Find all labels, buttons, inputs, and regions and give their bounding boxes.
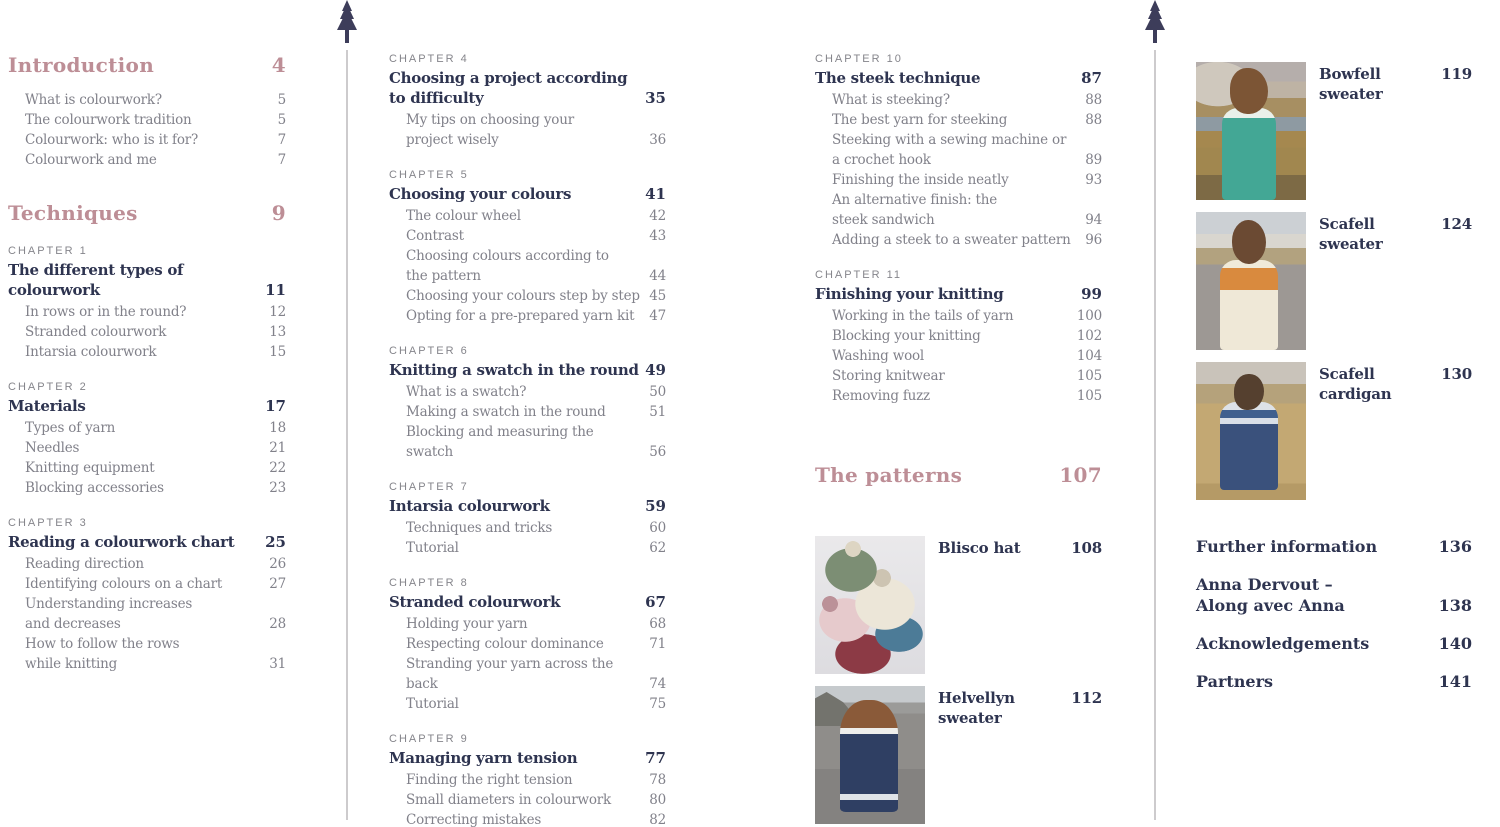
toc-entry-text: What is colourwork? (25, 92, 162, 108)
toc-entry-text: Finishing the inside neatly (832, 172, 1009, 188)
toc-entry-text: My tips on choosing your (406, 112, 574, 128)
toc-entry (389, 538, 666, 558)
chapter-label: CHAPTER 4 (389, 53, 469, 65)
pattern-entry (1196, 212, 1472, 350)
pattern-page-number: 119 (1441, 65, 1472, 83)
toc-entry (389, 246, 666, 286)
toc-entry-text: How to follow the rows (25, 636, 180, 652)
toc-entry (8, 438, 286, 458)
toc-entry-text: Finding the right tension (406, 772, 573, 788)
toc-entry-page-number: 13 (269, 324, 286, 340)
toc-entry-page-number: 22 (269, 460, 286, 476)
toc-entry-text: Identifying colours on a chart (25, 576, 223, 592)
toc-entry-page-number: 105 (1076, 368, 1102, 384)
toc-entry-text: Opting for a pre-prepared yarn kit (406, 308, 635, 324)
toc-entry-text: Tutorial (406, 540, 459, 556)
toc-entry (389, 226, 666, 246)
chapter-title: Knitting a swatch in the round (389, 361, 639, 379)
chapter-page-number: 35 (645, 89, 666, 107)
chapter-page-number: 67 (645, 593, 666, 611)
toc-entry (815, 230, 1102, 250)
toc-entry (389, 110, 666, 150)
chapter-title: Intarsia colourwork (389, 497, 550, 515)
pattern-page-number: 108 (1071, 539, 1102, 557)
pine-tree-icon (1142, 0, 1168, 50)
toc-entry (389, 402, 666, 422)
toc-entry-text: Colourwork and me (25, 152, 157, 168)
toc-column-2 (389, 52, 666, 827)
toc-entry-page-number: 100 (1076, 308, 1102, 324)
chapter-title: Choosing your colours (389, 185, 572, 203)
pine-tree-icon (334, 0, 360, 50)
chapter-label: CHAPTER 5 (389, 169, 469, 181)
toc-entry-page-number: 21 (269, 440, 286, 456)
toc-entry-text: Needles (25, 440, 80, 456)
toc-entry-text: Intarsia colourwork (25, 344, 157, 360)
chapter-title: The different types of colourwork (8, 261, 184, 299)
toc-entry (815, 130, 1102, 170)
toc-entry (389, 770, 666, 790)
pattern-entry (815, 536, 1102, 674)
toc-entry-text: In rows or in the round? (25, 304, 187, 320)
chapter-title: Choosing a project according (389, 69, 628, 87)
toc-entry-text: Making a swatch in the round (406, 404, 606, 420)
toc-entry (389, 614, 666, 634)
toc-entry-page-number: 88 (1085, 92, 1102, 108)
chapter-label: CHAPTER 8 (389, 577, 469, 589)
toc-entry (389, 694, 666, 714)
section-page-number: 9 (271, 201, 286, 225)
toc-entry-text: steek sandwich (832, 212, 935, 228)
toc-entry-page-number: 47 (649, 308, 666, 324)
backmatter-page-number: 141 (1438, 672, 1472, 691)
chapter-label: CHAPTER 1 (8, 245, 88, 257)
toc-entry-page-number: 5 (277, 112, 286, 128)
toc-entry-text: Blocking accessories (25, 480, 164, 496)
chapter-label: CHAPTER 7 (389, 481, 469, 493)
bowfell-sweater-photo (1196, 62, 1306, 200)
toc-entry-text: Techniques and tricks (406, 520, 553, 536)
toc-entry (389, 306, 666, 326)
toc-entry-text: Respecting colour dominance (406, 636, 604, 652)
toc-entry-text: Correcting mistakes (406, 812, 542, 827)
toc-entry-page-number: 93 (1085, 172, 1102, 188)
toc-entry (8, 478, 286, 498)
toc-entry (815, 170, 1102, 190)
backmatter-entry (1196, 671, 1472, 692)
toc-entry-page-number: 28 (269, 616, 286, 632)
toc-entry-page-number: 74 (649, 676, 666, 692)
toc-chapter (815, 268, 1102, 406)
toc-entry (8, 110, 286, 130)
toc-entry-text: Blocking and measuring the swatch (406, 424, 594, 460)
toc-entry-page-number: 102 (1076, 328, 1102, 344)
toc-entry (8, 302, 286, 322)
toc-entry-page-number: 5 (277, 92, 286, 108)
toc-entry-text: Colourwork: who is it for? (25, 132, 199, 148)
toc-entry (815, 386, 1102, 406)
section-heading: The patterns (815, 463, 963, 487)
toc-entry (389, 286, 666, 306)
toc-entry-page-number: 75 (649, 696, 666, 712)
toc-entry (389, 790, 666, 810)
chapter-label: CHAPTER 10 (815, 53, 903, 65)
chapter-title: The steek technique (815, 69, 981, 87)
toc-entry-text: What is a swatch? (406, 384, 527, 400)
toc-chapter (8, 244, 286, 362)
section-page-number: 107 (1059, 463, 1102, 487)
chapter-page-number: 11 (265, 281, 286, 299)
chapter-page-number: 77 (645, 749, 666, 767)
toc-entry-page-number: 18 (269, 420, 286, 436)
toc-chapter (8, 380, 286, 498)
toc-entry-page-number: 44 (649, 268, 666, 284)
toc-entry-text: Stranded colourwork (25, 324, 167, 340)
pattern-caption: Scafell sweater (1319, 215, 1383, 253)
toc-entry-text: The best yarn for steeking (832, 112, 1008, 128)
toc-entry-page-number: 89 (1085, 152, 1102, 168)
toc-part (8, 52, 286, 170)
toc-entry-page-number: 27 (269, 576, 286, 592)
toc-chapter (389, 576, 666, 714)
toc-entry-page-number: 94 (1085, 212, 1102, 228)
toc-entry-page-number: 36 (649, 132, 666, 148)
toc-entry-text: Types of yarn (25, 420, 116, 436)
toc-chapter (389, 344, 666, 462)
toc-entry (8, 342, 286, 362)
toc-chapter (389, 168, 666, 326)
backmatter-title: Along avec Anna (1196, 596, 1345, 615)
toc-entry-page-number: 68 (649, 616, 666, 632)
toc-entry-page-number: 26 (269, 556, 286, 572)
pattern-page-number: 112 (1071, 689, 1102, 707)
toc-entry-text: Stranding your yarn across the back (406, 656, 614, 692)
toc-entry-text: Understanding increases (25, 596, 193, 612)
toc-entry (815, 190, 1102, 230)
blisco-hat-photo (815, 536, 925, 674)
toc-entry (389, 654, 666, 694)
toc-chapter (389, 52, 666, 150)
toc-entry-text: Adding a steek to a sweater pattern (832, 232, 1071, 248)
toc-entry-text: a crochet hook (832, 152, 931, 168)
toc-entry-text: and decreases (25, 616, 121, 632)
toc-entry (389, 422, 666, 462)
toc-entry-text: Storing knitwear (832, 368, 945, 384)
toc-entry (815, 326, 1102, 346)
chapter-title: Managing yarn tension (389, 749, 578, 767)
chapter-title: Finishing your knitting (815, 285, 1004, 303)
toc-chapter (815, 52, 1102, 250)
toc-entry (815, 306, 1102, 326)
toc-entry-text: Reading direction (25, 556, 144, 572)
toc-entry (389, 206, 666, 226)
toc-chapter (389, 732, 666, 827)
toc-entry-text: Holding your yarn (406, 616, 528, 632)
toc-entry-text: Choosing your colours step by step (406, 288, 640, 304)
toc-entry-page-number: 82 (649, 812, 666, 827)
pattern-caption: Blisco hat (938, 539, 1021, 557)
toc-entry (8, 634, 286, 674)
toc-entry (8, 130, 286, 150)
toc-entry-text: Washing wool (832, 348, 925, 364)
toc-entry-text: the pattern (406, 268, 481, 284)
chapter-page-number: 59 (645, 497, 666, 515)
chapter-title: Materials (8, 397, 86, 415)
backmatter-entry (1196, 633, 1472, 654)
section-heading: Techniques (8, 201, 138, 225)
toc-entry-page-number: 45 (649, 288, 666, 304)
toc-entry (8, 322, 286, 342)
toc-entry-text: Tutorial (406, 696, 459, 712)
toc-entry-page-number: 56 (649, 444, 666, 460)
toc-entry (8, 594, 286, 634)
backmatter-title: Further information (1196, 537, 1378, 556)
toc-entry (389, 810, 666, 827)
chapter-page-number: 87 (1081, 69, 1102, 87)
toc-column-4 (1196, 62, 1472, 692)
toc-entry-page-number: 23 (269, 480, 286, 496)
backmatter-entry (1196, 536, 1472, 557)
toc-entry (8, 150, 286, 170)
toc-entry-text: Working in the tails of yarn (832, 308, 1014, 324)
chapter-page-number: 41 (645, 185, 666, 203)
toc-entry-page-number: 7 (277, 132, 286, 148)
toc-entry (815, 366, 1102, 386)
pattern-page-number: 124 (1441, 215, 1472, 233)
toc-entry-page-number: 31 (269, 656, 286, 672)
toc-entry-text: Choosing colours according to (406, 248, 609, 264)
section-page-number: 4 (271, 53, 286, 77)
pattern-caption: Scafell cardigan (1319, 365, 1392, 403)
chapter-page-number: 17 (265, 397, 286, 415)
toc-entry-text: Removing fuzz (832, 388, 930, 404)
scafell-cardigan-photo (1196, 362, 1306, 500)
toc-entry (389, 634, 666, 654)
toc-entry-text: The colour wheel (406, 208, 521, 224)
chapter-page-number: 25 (265, 533, 286, 551)
chapter-page-number: 99 (1081, 285, 1102, 303)
toc-part (8, 200, 286, 226)
toc-entry-page-number: 96 (1085, 232, 1102, 248)
backmatter-title: Acknowledgements (1196, 634, 1370, 653)
toc-entry-page-number: 71 (649, 636, 666, 652)
toc-entry (389, 382, 666, 402)
chapter-title: Reading a colourwork chart (8, 533, 235, 551)
pattern-page-number: 130 (1441, 365, 1472, 383)
chapter-label: CHAPTER 2 (8, 381, 88, 393)
backmatter-page-number: 140 (1438, 634, 1472, 653)
toc-entry-page-number: 60 (649, 520, 666, 536)
toc-entry-text: The colourwork tradition (25, 112, 192, 128)
toc-entry-text: An alternative finish: the (832, 192, 998, 208)
toc-entry-text: Small diameters in colourwork (406, 792, 612, 808)
toc-entry-text: while knitting (25, 656, 118, 672)
pattern-caption: Helvellyn sweater (938, 689, 1015, 727)
toc-entry-page-number: 42 (649, 208, 666, 224)
toc-entry-text: Knitting equipment (25, 460, 155, 476)
toc-entry (815, 110, 1102, 130)
pattern-caption: Bowfell sweater (1319, 65, 1383, 103)
toc-entry (8, 418, 286, 438)
toc-entry-text: What is steeking? (832, 92, 950, 108)
pattern-entry (1196, 362, 1472, 500)
toc-entry (8, 574, 286, 594)
toc-entry-page-number: 51 (649, 404, 666, 420)
toc-entry (8, 90, 286, 110)
backmatter-title: Anna Dervout – (1196, 575, 1333, 594)
toc-entry-page-number: 15 (269, 344, 286, 360)
chapter-title: Stranded colourwork (389, 593, 561, 611)
section-heading: Introduction (8, 53, 155, 77)
chapter-label: CHAPTER 9 (389, 733, 469, 745)
column-divider (346, 50, 348, 820)
toc-column-3 (815, 52, 1102, 824)
chapter-label: CHAPTER 3 (8, 517, 88, 529)
toc-chapter (389, 480, 666, 558)
toc-entry (815, 346, 1102, 366)
toc-chapter (8, 516, 286, 674)
toc-entry (815, 90, 1102, 110)
toc-entry-page-number: 7 (277, 152, 286, 168)
toc-part (815, 462, 1102, 488)
toc-column-1 (8, 52, 286, 674)
toc-entry-page-number: 12 (269, 304, 286, 320)
toc-entry-text: Contrast (406, 228, 464, 244)
toc-entry (8, 458, 286, 478)
toc-entry-page-number: 105 (1076, 388, 1102, 404)
toc-entry-page-number: 104 (1076, 348, 1102, 364)
pattern-entry (815, 686, 1102, 824)
toc-entry (8, 554, 286, 574)
chapter-page-number: 49 (645, 361, 666, 379)
toc-entry-page-number: 50 (649, 384, 666, 400)
toc-entry-text: Steeking with a sewing machine or (832, 132, 1067, 148)
chapter-title: to difficulty (389, 89, 484, 107)
toc-entry-page-number: 80 (649, 792, 666, 808)
backmatter-page-number: 136 (1438, 537, 1472, 556)
chapter-label: CHAPTER 6 (389, 345, 469, 357)
toc-entry (389, 518, 666, 538)
column-divider (1154, 50, 1156, 820)
toc-entry-text: Blocking your knitting (832, 328, 981, 344)
pattern-entry (1196, 62, 1472, 200)
toc-entry-page-number: 43 (649, 228, 666, 244)
backmatter-title: Partners (1196, 672, 1274, 691)
helvellyn-sweater-photo (815, 686, 925, 824)
scafell-sweater-photo (1196, 212, 1306, 350)
chapter-label: CHAPTER 11 (815, 269, 903, 281)
toc-entry-page-number: 78 (649, 772, 666, 788)
backmatter-entry (1196, 574, 1472, 616)
toc-entry-text: project wisely (406, 132, 499, 148)
toc-entry-page-number: 62 (649, 540, 666, 556)
backmatter-page-number: 138 (1438, 596, 1472, 615)
toc-entry-page-number: 88 (1085, 112, 1102, 128)
